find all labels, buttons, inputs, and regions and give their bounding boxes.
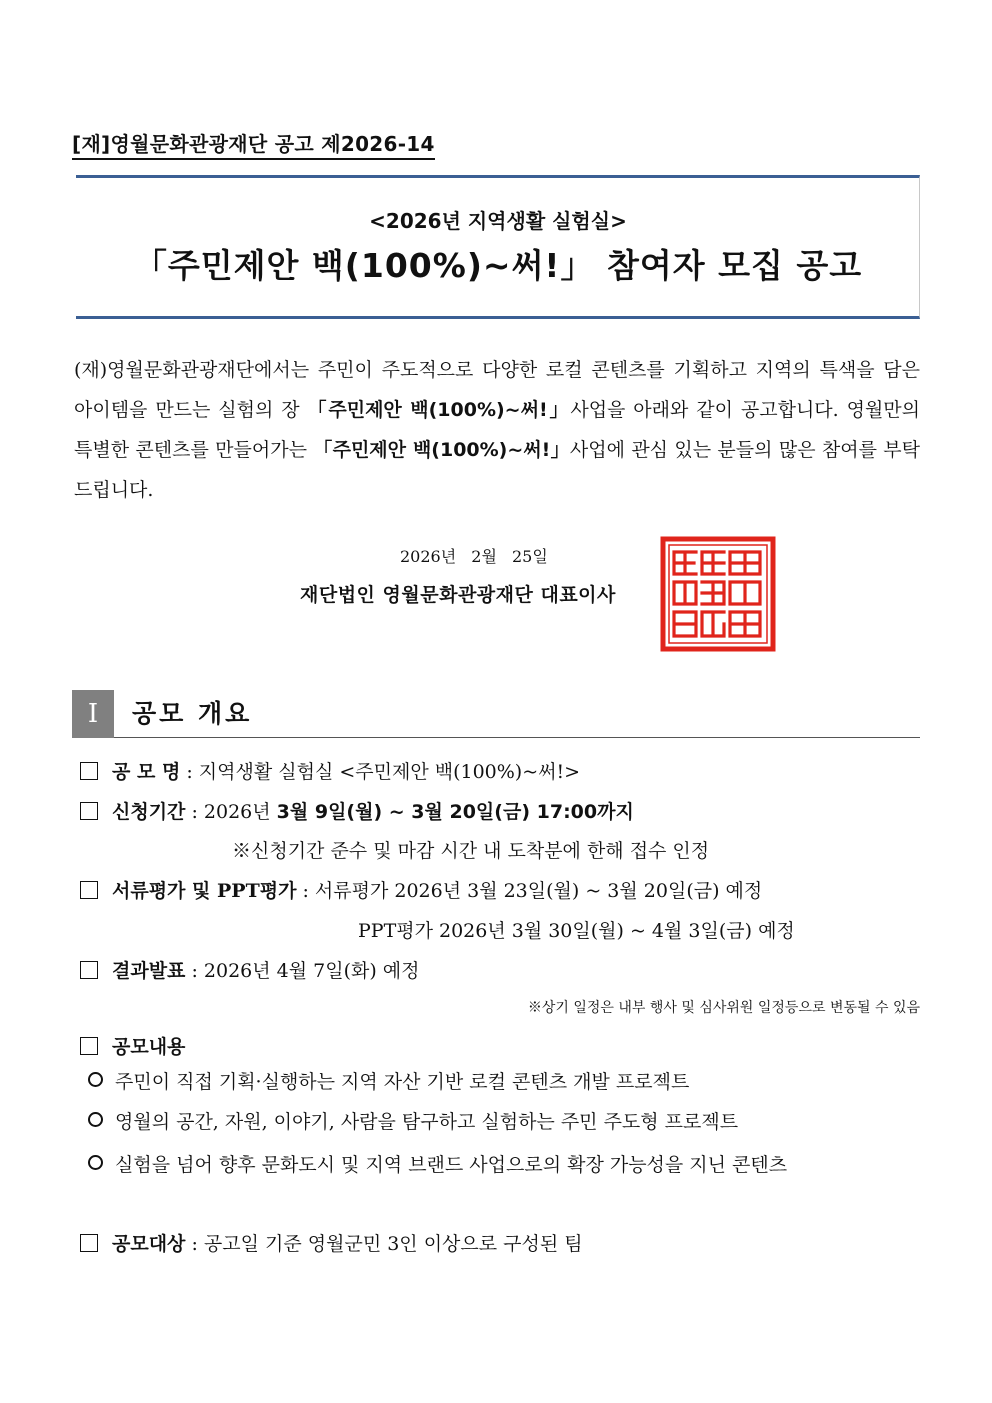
section-title: 공모 개요 <box>132 699 253 728</box>
application-period-row <box>80 797 634 824</box>
notice-title: 「주민제안 백(100%)~써!」 참여자 모집 공고 <box>133 246 863 285</box>
list-item <box>88 1148 920 1182</box>
notice-date: 2026년 2월 25일 <box>400 547 548 566</box>
circle-bullet-icon <box>88 1155 103 1170</box>
checkbox-icon <box>80 1234 98 1252</box>
application-period-label: 신청기간 <box>112 801 186 823</box>
checkbox-icon <box>80 802 98 820</box>
intro-text-2: 사업을 아래와 같이 공고합니다. 영월만의 특별한 콘텐츠를 만들어가는 <box>74 399 921 461</box>
section-divider <box>114 737 920 738</box>
evaluation-row <box>80 876 762 903</box>
target-row <box>80 1229 583 1256</box>
contest-name-value: : 지역생활 실험실 <주민제안 백(100%)~써!> <box>186 761 581 783</box>
evaluation-document-schedule: : 서류평가 2026년 3월 23일(월) ~ 3월 20일(금) 예정 <box>302 880 763 902</box>
schedule-change-note: ※상기 일정은 내부 행사 및 심사위원 일정등으로 변동될 수 있음 <box>527 1000 920 1016</box>
notice-number: [재]영월문화관광재단 공고 제2026-14 <box>72 128 435 160</box>
notice-subtitle: <2026년 지역생활 실험실> <box>369 209 627 233</box>
list-item <box>88 1065 920 1099</box>
result-row <box>80 956 420 983</box>
intro-text-1: (재)영월문화관광재단에서는 주민이 주도적으로 다양한 로컬 콘텐츠를 기획하고 지역의 특색을 담은 아이템을 만드는 실험의 장 <box>74 359 920 421</box>
contest-name-label: 공 모 명 <box>112 761 181 783</box>
section-number: Ⅰ <box>72 690 114 738</box>
circle-bullet-icon <box>88 1112 103 1127</box>
content-item-text: 영월의 공간, 자원, 이야기, 사람을 탐구하고 실험하는 주민 주도형 프로젝트 <box>115 1111 739 1133</box>
checkbox-icon <box>80 762 98 780</box>
result-label: 결과발표 <box>112 960 186 982</box>
target-value: : 공고일 기준 영월군민 3인 이상으로 구성된 팀 <box>191 1233 583 1255</box>
application-period-dates: 3월 9일(월) ~ 3월 20일(금) 17:00까지 <box>276 801 634 823</box>
content-label: 공모내용 <box>112 1036 186 1058</box>
signer: 재단법인 영월문화관광재단 대표이사 <box>300 584 616 606</box>
official-seal-icon <box>660 536 776 652</box>
intro-program-name-2: 「주민제안 백(100%)~써!」 <box>313 439 570 461</box>
intro-text-3: 사업에 관심 있는 분들의 많은 참여를 부탁드립니다. <box>74 439 921 501</box>
content-item-text: 주민이 직접 기획·실행하는 지역 자산 기반 로컬 콘텐츠 개발 프로젝트 <box>115 1071 690 1093</box>
checkbox-icon <box>80 961 98 979</box>
target-label: 공모대상 <box>112 1233 186 1255</box>
checkbox-icon <box>80 881 98 899</box>
intro-program-name-1: 「주민제안 백(100%)~써!」 <box>307 399 571 421</box>
result-value: : 2026년 4월 7일(화) 예정 <box>191 960 420 982</box>
list-item <box>88 1105 920 1139</box>
intro-paragraph <box>74 350 920 510</box>
checkbox-icon <box>80 1037 98 1055</box>
contest-name-row <box>80 757 580 784</box>
application-period-prefix: : 2026년 <box>191 801 277 823</box>
application-period-note: ※신청기간 준수 및 마감 시간 내 도착분에 한해 접수 인정 <box>232 840 710 862</box>
content-row <box>80 1032 185 1059</box>
evaluation-ppt-schedule: PPT평가 2026년 3월 30일(월) ~ 4월 3일(금) 예정 <box>358 920 795 942</box>
content-item-text: 실험을 넘어 향후 문화도시 및 지역 브랜드 사업으로의 확장 가능성을 지닌 콘텐츠 <box>115 1154 788 1176</box>
circle-bullet-icon <box>88 1072 103 1087</box>
evaluation-label: 서류평가 및 PPT평가 <box>112 880 297 902</box>
